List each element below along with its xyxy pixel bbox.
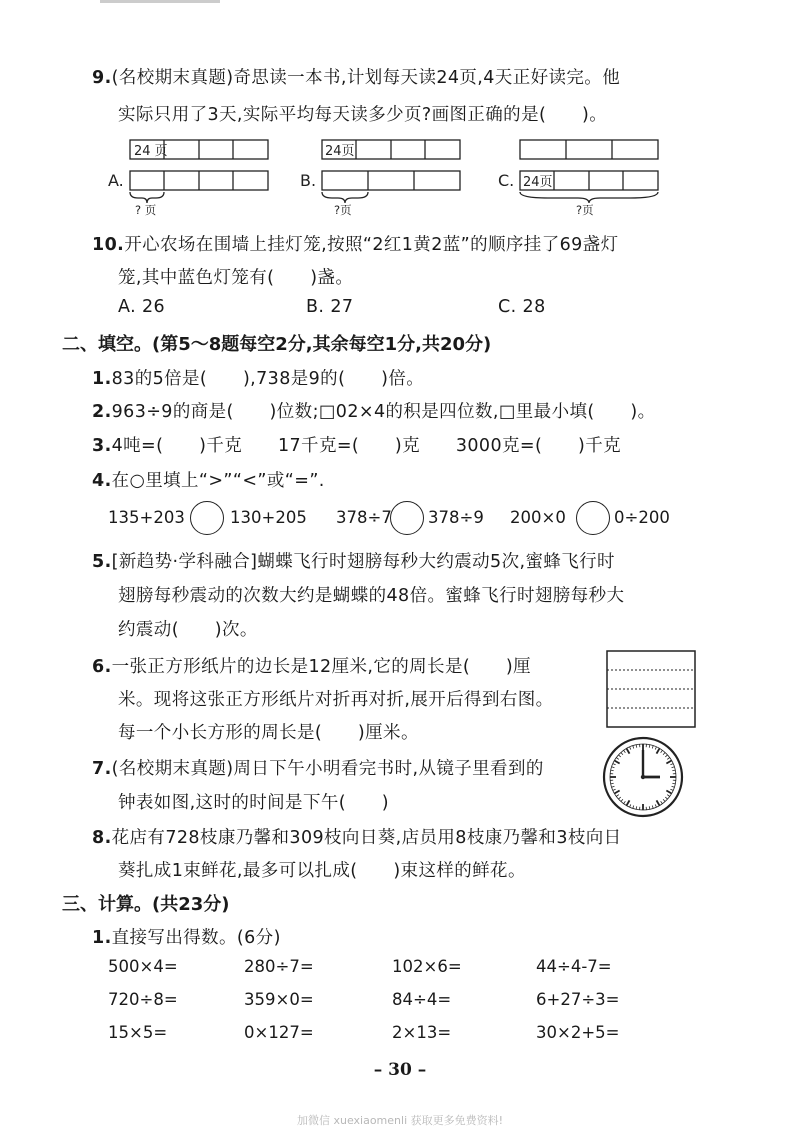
clock-tick bbox=[666, 761, 671, 764]
clock-tick bbox=[612, 786, 615, 787]
section3-title: 三、计算。(共23分) bbox=[62, 894, 230, 915]
q4-expr-3-right: 0÷200 bbox=[614, 508, 670, 527]
s2-q1: 1.83的5倍是( ),738是9的( )倍。 bbox=[92, 369, 425, 389]
clock-tick bbox=[670, 789, 673, 790]
clock-tick bbox=[630, 804, 631, 807]
q4-expr-2-right: 378÷9 bbox=[428, 508, 484, 527]
clock-tick bbox=[630, 747, 631, 750]
calc-r2-c1: 720÷8= bbox=[108, 990, 178, 1009]
clock-tick bbox=[627, 748, 630, 753]
q4-compare-circle-1[interactable] bbox=[190, 501, 224, 535]
clock-tick bbox=[624, 801, 626, 803]
clock-tick bbox=[670, 764, 673, 765]
q4-expr-1-left: 135+203 bbox=[108, 508, 185, 527]
calc-r1-c2: 280÷7= bbox=[244, 957, 314, 976]
clock-tick bbox=[611, 770, 614, 771]
q10-option-a[interactable]: A. 26 bbox=[118, 297, 166, 317]
s2-q5-line3: 约震动( )次。 bbox=[118, 620, 258, 640]
calc-r2-c4: 6+27÷3= bbox=[536, 990, 620, 1009]
clock-tick bbox=[611, 783, 614, 784]
calc-r3-c1: 15×5= bbox=[108, 1023, 168, 1042]
s2-q5-line1: 5.[新趋势·学科融合]蝴蝶飞行时翅膀每秒大约震动5次,蜜蜂飞行时 bbox=[92, 552, 615, 572]
clock-tick bbox=[652, 806, 653, 809]
q4-expr-2-left: 378÷7 bbox=[336, 508, 392, 527]
clock-tick bbox=[649, 806, 650, 809]
q4-compare-circle-3[interactable] bbox=[576, 501, 610, 535]
calc-r2-c2: 359×0= bbox=[244, 990, 314, 1009]
clock-tick bbox=[663, 799, 665, 801]
calc-r1-c3: 102×6= bbox=[392, 957, 462, 976]
clock-tick bbox=[661, 801, 663, 803]
s2-q7-line2: 钟表如图,这时的时间是下午( ) bbox=[118, 793, 390, 813]
q10-option-c[interactable]: C. 28 bbox=[498, 297, 546, 317]
s2-q8-line2: 葵扎成1束鲜花,最多可以扎成( )束这样的鲜花。 bbox=[118, 861, 526, 881]
s2-q3: 3.4吨=( )千克 17千克=( )克 3000克=( )千克 bbox=[92, 436, 622, 456]
q9-diagrams bbox=[108, 134, 708, 218]
s3-q1: 1.直接写出得数。(6分) bbox=[92, 928, 281, 948]
clock-tick bbox=[613, 764, 616, 765]
calc-r3-c3: 2×13= bbox=[392, 1023, 452, 1042]
clock-tick bbox=[633, 806, 634, 809]
clock-tick bbox=[667, 795, 669, 797]
section2-title: 二、填空。(第5～8题每空2分,其余每空1分,共20分) bbox=[62, 334, 492, 355]
clock-tick bbox=[624, 750, 626, 752]
q9-option-c[interactable]: C. bbox=[498, 171, 515, 190]
mirror-clock-icon bbox=[602, 736, 684, 818]
clock-tick bbox=[649, 745, 650, 748]
q9-line2: 实际只用了3天,实际平均每天读多少页?画图正确的是( )。 bbox=[118, 105, 608, 125]
s2-q7-line1: 7.(名校期末真题)周日下午小明看完书时,从镜子里看到的 bbox=[92, 759, 544, 779]
q9-b-box-label: 24页 bbox=[325, 144, 355, 159]
clock-tick bbox=[655, 747, 656, 750]
s2-q4: 4.在○里填上“>”“<”或“=”. bbox=[92, 471, 325, 491]
clock-tick bbox=[633, 746, 634, 749]
s2-q5-line2: 翅膀每秒震动的次数大约是蝴蝶的48倍。蜜蜂飞行时翅膀每秒大 bbox=[118, 586, 625, 606]
top-edge-mark bbox=[100, 0, 220, 3]
clock-tick bbox=[667, 758, 669, 760]
q9-option-a[interactable]: A. bbox=[108, 171, 124, 190]
clock-tick bbox=[665, 755, 667, 757]
s2-q6-line1: 6.一张正方形纸片的边长是12厘米,它的周长是( )厘 bbox=[92, 657, 532, 677]
clock-tick bbox=[665, 797, 667, 799]
q4-expr-3-left: 200×0 bbox=[510, 508, 566, 527]
clock-tick bbox=[612, 767, 615, 768]
clock-tick bbox=[657, 748, 660, 753]
clock-tick bbox=[621, 799, 623, 801]
calc-r2-c3: 84÷4= bbox=[392, 990, 452, 1009]
page-number: – 30 – bbox=[373, 1060, 427, 1080]
q9-a-question: ? 页 bbox=[135, 203, 157, 217]
clock-tick bbox=[661, 750, 663, 752]
q10-line2: 笼,其中蓝色灯笼有( )盏。 bbox=[118, 268, 354, 288]
clock-tick bbox=[657, 800, 660, 805]
calc-r3-c4: 30×2+5= bbox=[536, 1023, 620, 1042]
q9-c-box-label: 24页 bbox=[523, 175, 553, 190]
q4-expr-1-right: 130+205 bbox=[230, 508, 307, 527]
clock-tick bbox=[627, 800, 630, 805]
clock-tick bbox=[616, 758, 618, 760]
clock-tick bbox=[672, 786, 675, 787]
clock-tick bbox=[621, 752, 623, 754]
calc-r1-c4: 44÷4-7= bbox=[536, 957, 612, 976]
s2-q8-line1: 8.花店有728枝康乃馨和309枝向日葵,店员用8枝康乃馨和3枝向日 bbox=[92, 828, 622, 848]
q4-compare-circle-2[interactable] bbox=[390, 501, 424, 535]
clock-tick bbox=[614, 791, 619, 794]
clock-tick bbox=[616, 795, 618, 797]
clock-tick bbox=[636, 806, 637, 809]
q9-line1: 9.(名校期末真题)奇思读一本书,计划每天读24页,4天正好读完。他 bbox=[92, 68, 621, 88]
clock-tick bbox=[618, 797, 620, 799]
s2-q6-line2: 米。现将这张正方形纸片对折再对折,展开后得到右图。 bbox=[118, 690, 554, 710]
clock-tick bbox=[672, 783, 675, 784]
clock-tick bbox=[618, 755, 620, 757]
clock-tick bbox=[672, 770, 675, 771]
q9-option-b[interactable]: B. bbox=[300, 171, 317, 190]
clock-tick bbox=[666, 791, 671, 794]
q10-option-b[interactable]: B. 27 bbox=[306, 297, 354, 317]
q9-a-box-label: 24 页 bbox=[134, 144, 168, 159]
clock-tick bbox=[613, 789, 616, 790]
clock-tick bbox=[652, 746, 653, 749]
footer-watermark: 加微信 xuexiaomenli 获取更多免费资料! bbox=[296, 1114, 504, 1127]
clock-tick bbox=[655, 804, 656, 807]
clock-tick bbox=[614, 761, 619, 764]
calc-r1-c1: 500×4= bbox=[108, 957, 178, 976]
s2-q6-line3: 每一个小长方形的周长是( )厘米。 bbox=[118, 723, 419, 743]
s2-q2: 2.963÷9的商是( )位数;□02×4的积是四位数,□里最小填( )。 bbox=[92, 402, 656, 422]
clock-tick bbox=[672, 767, 675, 768]
q10-line1: 10.开心农场在围墙上挂灯笼,按照“2红1黄2蓝”的顺序挂了69盏灯 bbox=[92, 235, 619, 255]
q9-c-question: ?页 bbox=[576, 203, 594, 217]
folded-square-diagram bbox=[606, 650, 698, 730]
calc-r3-c2: 0×127= bbox=[244, 1023, 314, 1042]
clock-tick bbox=[663, 752, 665, 754]
clock-tick bbox=[636, 745, 637, 748]
q9-b-question: ?页 bbox=[334, 203, 352, 217]
